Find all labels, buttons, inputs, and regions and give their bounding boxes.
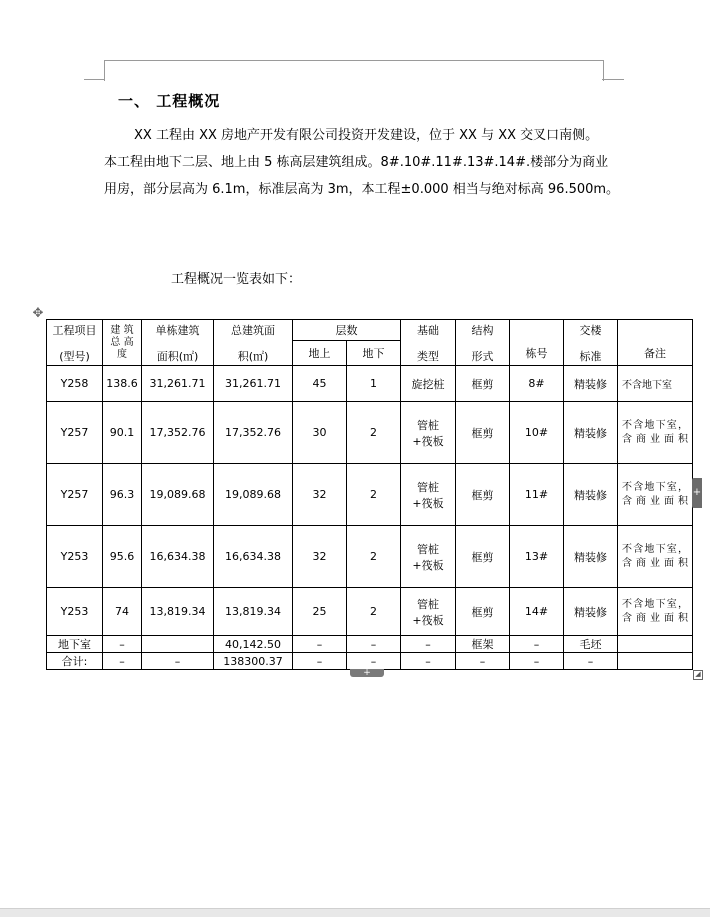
overview-paragraph [104, 122, 620, 203]
resize-handle-icon[interactable]: ◢ [693, 670, 703, 680]
cell-single-area: 31,261.71 [142, 366, 214, 402]
basement-row [47, 636, 693, 653]
header-foundation-label: 基础 [417, 323, 439, 337]
paragraph-line-3: 用房，部分层高为 6.1m，标准层高为 3m，本工程±0.000 相当与绝对标高 96.500m。 [104, 182, 620, 197]
cell-basement-single-area [142, 636, 214, 653]
cell-basement-below: – [347, 636, 401, 653]
cell-basement-delivery: 毛坯 [564, 636, 618, 653]
header-structure [456, 320, 510, 366]
cell-floors-above: 32 [293, 526, 347, 588]
cell-floors-above: 45 [293, 366, 347, 402]
cell-floors-above: 32 [293, 464, 347, 526]
cell-foundation: 旋挖桩 [401, 366, 456, 402]
cell-basement-height: – [103, 636, 142, 653]
cell-structure: 框剪 [456, 402, 510, 464]
cell-total-area: 31,261.71 [214, 366, 293, 402]
total-row [47, 653, 693, 670]
cell-total-above: – [293, 653, 347, 670]
cell-building-no: 14# [510, 588, 564, 636]
cell-height: 138.6 [103, 366, 142, 402]
table-row [47, 402, 693, 464]
cell-basement-foundation: – [401, 636, 456, 653]
cell-delivery: 精装修 [564, 366, 618, 402]
cell-basement-label: 地下室 [47, 636, 103, 653]
cell-total-remark [618, 653, 693, 670]
header-height-label: 建 筑 [110, 324, 134, 336]
cell-basement-total-area: 40,142.50 [214, 636, 293, 653]
cell-floors-below: 2 [347, 402, 401, 464]
cell-total-single-area: – [142, 653, 214, 670]
cell-delivery: 精装修 [564, 464, 618, 526]
cell-total-structure: – [456, 653, 510, 670]
header-delivery [564, 320, 618, 366]
header-corner-left [84, 79, 104, 80]
header-height [103, 320, 142, 366]
add-row-icon[interactable]: + [350, 669, 384, 677]
cell-single-area: 13,819.34 [142, 588, 214, 636]
cell-structure: 框剪 [456, 588, 510, 636]
header-project-label: 工程项目 [52, 323, 97, 337]
cell-basement-remark [618, 636, 693, 653]
cell-single-area: 16,634.38 [142, 526, 214, 588]
header-margin-mark [104, 60, 604, 81]
header-remark: 备注 [618, 320, 693, 366]
cell-structure: 框剪 [456, 526, 510, 588]
cell-floors-below: 2 [347, 526, 401, 588]
overview-table [46, 319, 693, 670]
header-building-no: 栋号 [510, 320, 564, 366]
header-floors: 层数 [293, 320, 401, 341]
cell-floors-below: 2 [347, 588, 401, 636]
header-foundation [401, 320, 456, 366]
cell-floors-below: 2 [347, 464, 401, 526]
cell-total-label: 合计: [47, 653, 103, 670]
header-corner-right [602, 79, 624, 80]
header-delivery-label: 交楼 [579, 323, 602, 337]
cell-building-no: 10# [510, 402, 564, 464]
header-floors-above: 地上 [293, 341, 347, 366]
cell-basement-structure: 框架 [456, 636, 510, 653]
cell-building-no: 13# [510, 526, 564, 588]
section-heading: 一、 工程概况 [118, 92, 221, 110]
move-handle-icon[interactable]: ✥ [32, 306, 44, 321]
cell-total-area: 19,089.68 [214, 464, 293, 526]
cell-remark: 不含地下室，含商业面积 [618, 464, 693, 526]
paragraph-line-1: XX 工程由 XX 房地产开发有限公司投资开发建设，位于 XX 与 XX 交叉口南侧。 [134, 128, 599, 143]
cell-model: Y257 [47, 402, 103, 464]
cell-foundation: 管桩+筏板 [401, 588, 456, 636]
header-floors-below: 地下 [347, 341, 401, 366]
add-column-icon[interactable]: + [692, 478, 702, 508]
cell-structure: 框剪 [456, 464, 510, 526]
paragraph-line-2: 本工程由地下二层、地上由 5 栋高层建筑组成。8#.10#.11#.13#.14#.楼部分为商业 [104, 155, 609, 170]
cell-total-delivery: – [564, 653, 618, 670]
cell-height: 90.1 [103, 402, 142, 464]
table-row [47, 366, 693, 402]
cell-height: 74 [103, 588, 142, 636]
cell-model: Y257 [47, 464, 103, 526]
cell-total-no: – [510, 653, 564, 670]
cell-basement-above: – [293, 636, 347, 653]
page-gap [0, 908, 710, 917]
cell-model: Y258 [47, 366, 103, 402]
header-height-label-2: 总 高 [110, 336, 134, 348]
header-structure-label: 结构 [471, 323, 494, 337]
cell-floors-below: 1 [347, 366, 401, 402]
table-row [47, 588, 693, 636]
header-total-area-label: 总建筑面 [231, 323, 275, 337]
cell-foundation: 管桩+筏板 [401, 402, 456, 464]
cell-height: 96.3 [103, 464, 142, 526]
header-row-1 [47, 320, 693, 341]
cell-delivery: 精装修 [564, 402, 618, 464]
cell-foundation: 管桩+筏板 [401, 464, 456, 526]
cell-floors-above: 30 [293, 402, 347, 464]
cell-total-foundation: – [401, 653, 456, 670]
cell-single-area: 17,352.76 [142, 402, 214, 464]
header-structure-sub: 形式 [471, 349, 494, 363]
cell-basement-no: – [510, 636, 564, 653]
cell-model: Y253 [47, 526, 103, 588]
cell-height: 95.6 [103, 526, 142, 588]
cell-remark: 不含地下室 [618, 366, 693, 402]
table-row [47, 526, 693, 588]
cell-structure: 框剪 [456, 366, 510, 402]
header-project [47, 320, 103, 366]
cell-total-area: 16,634.38 [214, 526, 293, 588]
cell-total-area: 17,352.76 [214, 402, 293, 464]
header-height-label-3: 度 [117, 348, 127, 360]
header-single-area-sub: 面积(㎡) [156, 349, 199, 363]
header-foundation-sub: 类型 [417, 349, 439, 363]
cell-single-area: 19,089.68 [142, 464, 214, 526]
header-total-area-sub: 积(㎡) [237, 349, 269, 363]
cell-building-no: 11# [510, 464, 564, 526]
cell-remark: 不含地下室，含商业面积 [618, 402, 693, 464]
cell-total-height: – [103, 653, 142, 670]
header-total-area [214, 320, 293, 366]
cell-total-below: – [347, 653, 401, 670]
cell-remark: 不含地下室，含商业面积 [618, 526, 693, 588]
table-title: 工程概况一览表如下： [171, 272, 302, 287]
header-delivery-sub: 标准 [579, 349, 602, 363]
cell-total-total-area: 138300.37 [214, 653, 293, 670]
cell-foundation: 管桩+筏板 [401, 526, 456, 588]
header-single-area [142, 320, 214, 366]
header-project-sub: (型号) [59, 349, 90, 363]
cell-total-area: 13,819.34 [214, 588, 293, 636]
header-single-area-label: 单栋建筑 [155, 323, 200, 337]
cell-delivery: 精装修 [564, 526, 618, 588]
cell-building-no: 8# [510, 366, 564, 402]
cell-floors-above: 25 [293, 588, 347, 636]
table-row [47, 464, 693, 526]
cell-delivery: 精装修 [564, 588, 618, 636]
cell-model: Y253 [47, 588, 103, 636]
cell-remark: 不含地下室，含商业面积 [618, 588, 693, 636]
